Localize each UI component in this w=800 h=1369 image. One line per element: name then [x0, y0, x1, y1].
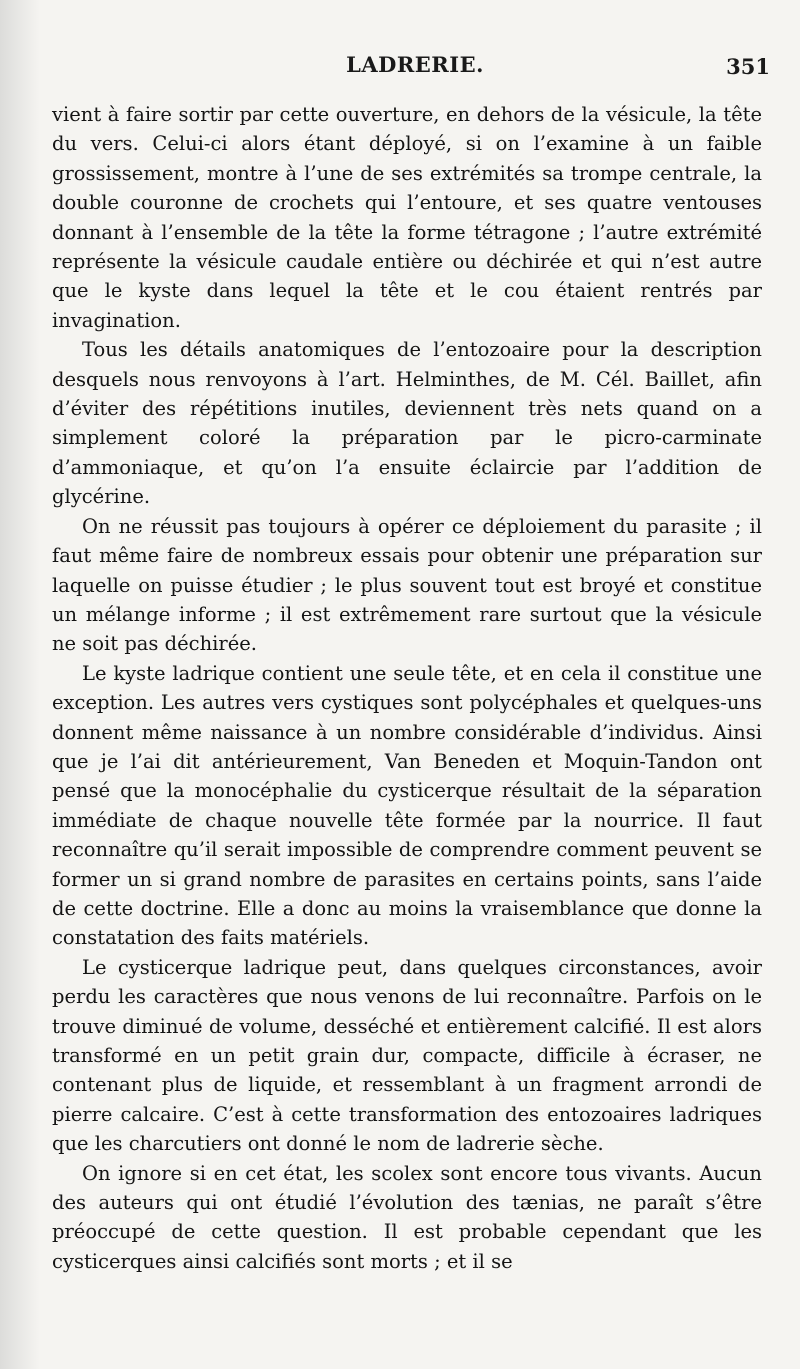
paragraph-4: Le kyste ladrique contient une seule tête, et en cela il constitue une exception. Les autres vers cystiques sont polycéphales et quelques-uns donnent même naissance à un nombre considérable d’individus. Ainsi que je l’ai dit antérieurement, Van Beneden et Moquin-Tandon ont pensé que la monocéphalie du cysticerque résultait de la séparation immédiate de chaque nouvelle tête formée par la nourrice. Il faut reconnaître qu’il serait impossible de comprendre comment peuvent se former un si grand nombre de parasites en certains points, sans l’aide de cette doctrine. Elle a donc au moins la vraisemblance que donne la constatation des faits matériels.: [52, 661, 762, 950]
paragraph-6: On ignore si en cet état, les scolex sont encore tous vivants. Aucun des auteurs qui ont étudié l’évolution des tænias, ne paraît s’être préoccupé de cette question. Il est probable cependant que les cysticerques ainsi calcifiés sont morts ; et il se: [52, 1161, 762, 1273]
page-number: 351: [726, 54, 770, 79]
paragraph-2: Tous les détails anatomiques de l’entozoaire pour la description desquels nous renvoyons à l’art. Helminthes, de M. Cél. Baillet, afin d’éviter des répétitions inutiles, deviennent très nets quand on a simplement coloré la préparation par le picro-carminate d’ammoniaque, et qu’on l’a ensuite éclaircie par l’addition de glycérine.: [52, 338, 762, 509]
running-title: LADRERIE.: [346, 52, 484, 77]
body-text: [52, 100, 762, 1276]
paragraph-5: Le cysticerque ladrique peut, dans quelques circonstances, avoir perdu les caractères que nous venons de lui reconnaître. Parfois on le trouve diminué de volume, desséché et entièrement calcifié. Il est alors transformé en un petit grain dur, compacte, difficile à écraser, ne contenant plus de liquide, et ressemblant à un fragment arrondi de pierre calcaire. C’est à cette transformation des entozoaires ladriques que les charcutiers ont donné le nom de ladrerie sèche.: [52, 955, 762, 1156]
paragraph-1: vient à faire sortir par cette ouverture, en dehors de la vésicule, la tête du vers. Celui-ci alors étant déployé, si on l’examine à un faible grossissement, montre à l’une de ses extrémités sa trompe centrale, la double couronne de crochets qui l’entoure, et ses quatre ventouses donnant à l’ensemble de la tête la forme tétragone ; l’autre extrémité représente la vésicule caudale entière ou déchirée et qui n’est autre que le kyste dans lequel la tête et le cou étaient rentrés par invagination.: [52, 103, 762, 332]
paragraph-3: On ne réussit pas toujours à opérer ce déploiement du parasite ; il faut même faire de nombreux essais pour obtenir une préparation sur laquelle on puisse étudier ; le plus souvent tout est broyé et constitue un mélange informe ; il est extrêmement rare surtout que la vésicule ne soit pas déchirée.: [52, 514, 762, 656]
page-header: [60, 46, 770, 86]
